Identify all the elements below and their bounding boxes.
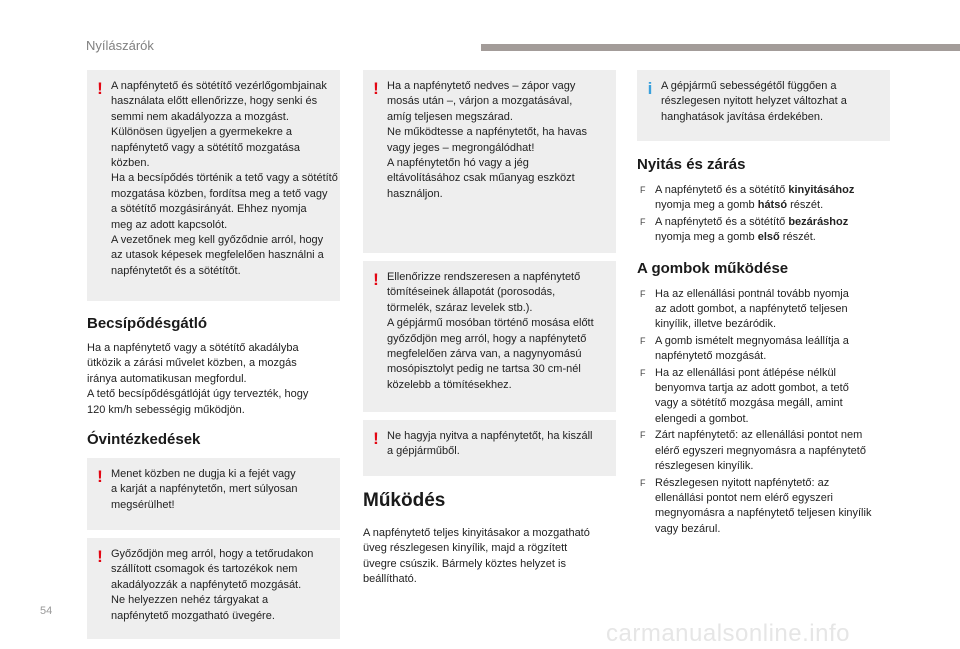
text-line: győződjön meg arról, hogy a napfénytető: [387, 332, 587, 345]
list-item: [637, 476, 890, 538]
text-line: napfénytetőt és a sötétítőt.: [111, 264, 241, 277]
list-item: [637, 287, 890, 333]
text-line: A tető becsípődésgátlóját úgy tervezték, hogy: [87, 388, 309, 401]
text-line: [655, 183, 890, 198]
info-icon: i: [647, 79, 653, 98]
text-line: megsérülhet!: [111, 498, 175, 511]
column-2: [363, 70, 616, 588]
text-line: benyomva tartja az adott gombot, a tető: [655, 382, 849, 395]
section-heading-precautions: Óvintézkedések: [87, 431, 201, 449]
text-line: Ha az ellenállási pont átlépése nélkül: [655, 366, 837, 379]
text-line: napfénytető mozgatható üvegére.: [111, 609, 275, 622]
text-line: törmelék, száraz levelek stb.).: [387, 301, 533, 314]
text-line: ellenállási pontot nem elérő egyszeri: [655, 491, 833, 504]
arrow-icon: F: [640, 335, 646, 346]
bold-text: hátsó: [757, 199, 788, 212]
text-line: semmi nem akadályozza a mozgást.: [111, 110, 289, 123]
text-line: amíg teljesen megszárad.: [387, 110, 513, 123]
text-line: iránya automatikusan megfordul.: [87, 372, 247, 385]
text-line: elérő egyszeri megnyomásra a napfénytető: [655, 444, 866, 457]
warning-box-leave-open: [363, 420, 616, 476]
text-line: az adott gombot, a napfénytető teljesen: [655, 303, 848, 316]
text-line: [655, 198, 890, 213]
text-line: használata előtt ellenőrizze, hogy senki és: [111, 95, 318, 108]
text-line: megnyomásra a napfénytető teljesen kinyílik: [655, 507, 872, 520]
page-number: 54: [40, 605, 53, 617]
text-line: A gépjármű mosóban történő mosása előtt: [387, 317, 594, 330]
text-line: a karját a napfénytetőn, mert súlyosan: [111, 483, 298, 496]
text-line: vagy bezárul.: [655, 522, 721, 535]
section-heading-anti-pinch: Becsípődésgátló: [87, 315, 208, 332]
text-line: közben.: [111, 157, 150, 170]
text-line: napfénytető mozgását.: [655, 350, 767, 363]
text-line: [655, 230, 890, 245]
text-fragment: részét.: [787, 199, 824, 212]
text-line: megfelelően zárva van, a nagynyomású: [387, 348, 582, 361]
column-3: [637, 70, 890, 538]
warning-icon: !: [373, 270, 379, 289]
warning-icon: !: [97, 547, 103, 567]
column-1: [87, 70, 340, 647]
warning-icon: !: [97, 79, 103, 98]
text-line: üveg részlegesen kinyílik, majd a rögzített: [363, 542, 568, 555]
text-line: vagy jeges – megrongálódhat!: [387, 141, 535, 154]
text-line: napfénytető vagy a sötétítő mozgatása: [111, 141, 300, 154]
text-line: vagy a sötétítő mozgása megáll, amint: [655, 397, 843, 410]
text-line: részlegesen nyitott helyzet változhat a: [661, 95, 847, 108]
text-line: Különösen ügyeljen a gyermekekre a: [111, 126, 293, 139]
arrow-icon: F: [640, 288, 646, 299]
text-line: Ha a napfénytető nedves – zápor vagy: [387, 80, 576, 92]
text-line: Ne helyezzen nehéz tárgyakat a: [111, 594, 269, 607]
text-line: A napfénytető és sötétítő vezérlőgombjainak: [111, 80, 327, 92]
list-item: [637, 334, 890, 365]
text-line: Részlegesen nyitott napfénytető: az: [655, 476, 830, 489]
text-line: ütközik a zárási művelet közben, a mozgás: [87, 357, 297, 370]
text-line: beállítható.: [363, 573, 417, 586]
text-line: az utasok képesek megfelelően használni a: [111, 249, 324, 262]
warning-icon: !: [373, 79, 379, 98]
warning-box-seals: [363, 261, 616, 412]
info-box-speed: [637, 70, 890, 141]
text-line: Ne működtesse a napfénytetőt, ha havas: [387, 126, 587, 139]
warning-box-wet-roof: [363, 70, 616, 253]
list-item: [637, 428, 890, 474]
text-line: szállított csomagok és tartozékok nem: [111, 563, 298, 576]
text-line: Menet közben ne dugja ki a fejét vagy: [111, 468, 296, 481]
bold-text: első: [757, 231, 780, 244]
text-line: Ha a becsípődés történik a tető vagy a sötétítő: [111, 172, 338, 185]
text-line: Ha a napfénytető vagy a sötétítő akadályba: [87, 342, 299, 354]
anti-pinch-paragraph: [87, 341, 340, 418]
text-line: Ha az ellenállási pontnál tovább nyomja: [655, 287, 849, 300]
text-line: A gépjármű sebességétől függően a: [661, 80, 837, 92]
section-heading-operation: Működés: [363, 490, 446, 511]
warning-box-obstruction: [87, 70, 340, 301]
bold-text: kinyitásához: [788, 184, 855, 196]
text-fragment: részét.: [779, 231, 816, 244]
text-line: akadályozzák a napfénytető mozgását.: [111, 578, 302, 591]
text-line: elengedi a gombot.: [655, 412, 749, 425]
text-line: kinyílik, illetve bezáródik.: [655, 318, 777, 331]
operation-paragraph: [363, 526, 616, 588]
text-fragment: nyomja meg a gomb: [655, 231, 758, 244]
text-line: eltávolításához csak műanyag eszközt: [387, 172, 575, 185]
warning-icon: !: [97, 467, 103, 487]
warning-box-head-arms: [87, 458, 340, 530]
arrow-icon: F: [640, 477, 646, 488]
section-heading-open-close: Nyitás és zárás: [637, 156, 746, 173]
buttons-list: [637, 287, 890, 538]
text-line: részlegesen kinyílik.: [655, 460, 754, 473]
warning-box-roof-bars: [87, 538, 340, 639]
text-line: üvegre csúszik. Bármely köztes helyzet is: [363, 557, 566, 570]
list-item: [637, 215, 890, 246]
text-line: A napfénytető teljes kinyitásakor a mozgatható: [363, 527, 590, 539]
text-line: használjon.: [387, 187, 443, 200]
text-line: 120 km/h sebességig működjön.: [87, 403, 245, 416]
text-line: Győződjön meg arról, hogy a tetőrudakon: [111, 548, 314, 561]
text-fragment: A napfénytető és a sötétítő: [655, 184, 789, 196]
text-line: A vezetőnek meg kell győződnie arról, hogy: [111, 234, 324, 247]
text-line: Ellenőrizze rendszeresen a napfénytető: [387, 271, 581, 283]
text-line: mosás után –, várjon a mozgatásával,: [387, 95, 573, 108]
text-line: mozgatása közben, fordítsa meg a tető vagy: [111, 187, 328, 200]
text-line: Zárt napfénytető: az ellenállási pontot nem: [655, 429, 863, 442]
text-line: közelebb a tömítésekhez.: [387, 378, 512, 391]
text-line: a gépjárműből.: [387, 445, 460, 458]
text-line: meg az adott kapcsolót.: [111, 218, 228, 231]
text-line: Ne hagyja nyitva a napfénytetőt, ha kiszáll: [387, 430, 593, 442]
list-item: [637, 366, 890, 428]
list-item: [637, 183, 890, 214]
text-fragment: A napfénytető és a sötétítő: [655, 215, 789, 228]
text-line: a sötétítő mozgásirányát. Ehhez nyomja: [111, 203, 307, 216]
section-heading-buttons: A gombok működése: [637, 259, 789, 277]
text-fragment: nyomja meg a gomb: [655, 199, 758, 212]
watermark: carmanualsonline.info: [606, 620, 850, 647]
open-close-list: [637, 183, 890, 246]
text-line: A napfénytetőn hó vagy a jég: [387, 157, 529, 170]
arrow-icon: F: [640, 430, 646, 441]
text-line: mosópisztolyt pedig ne tartsa 30 cm-nél: [387, 363, 581, 376]
section-header-title: Nyílászárók: [86, 38, 154, 53]
text-line: [655, 215, 890, 230]
arrow-icon: F: [640, 367, 646, 378]
arrow-icon: F: [640, 216, 646, 227]
bold-text: bezáráshoz: [788, 215, 849, 228]
text-line: hanghatások javítása érdekében.: [661, 110, 824, 123]
text-line: tömítéseinek állapotát (porosodás,: [387, 286, 556, 299]
header-bar: [481, 44, 960, 51]
warning-icon: !: [373, 429, 379, 448]
arrow-icon: F: [640, 185, 646, 195]
text-line: A gomb ismételt megnyomása leállítja a: [655, 334, 849, 347]
